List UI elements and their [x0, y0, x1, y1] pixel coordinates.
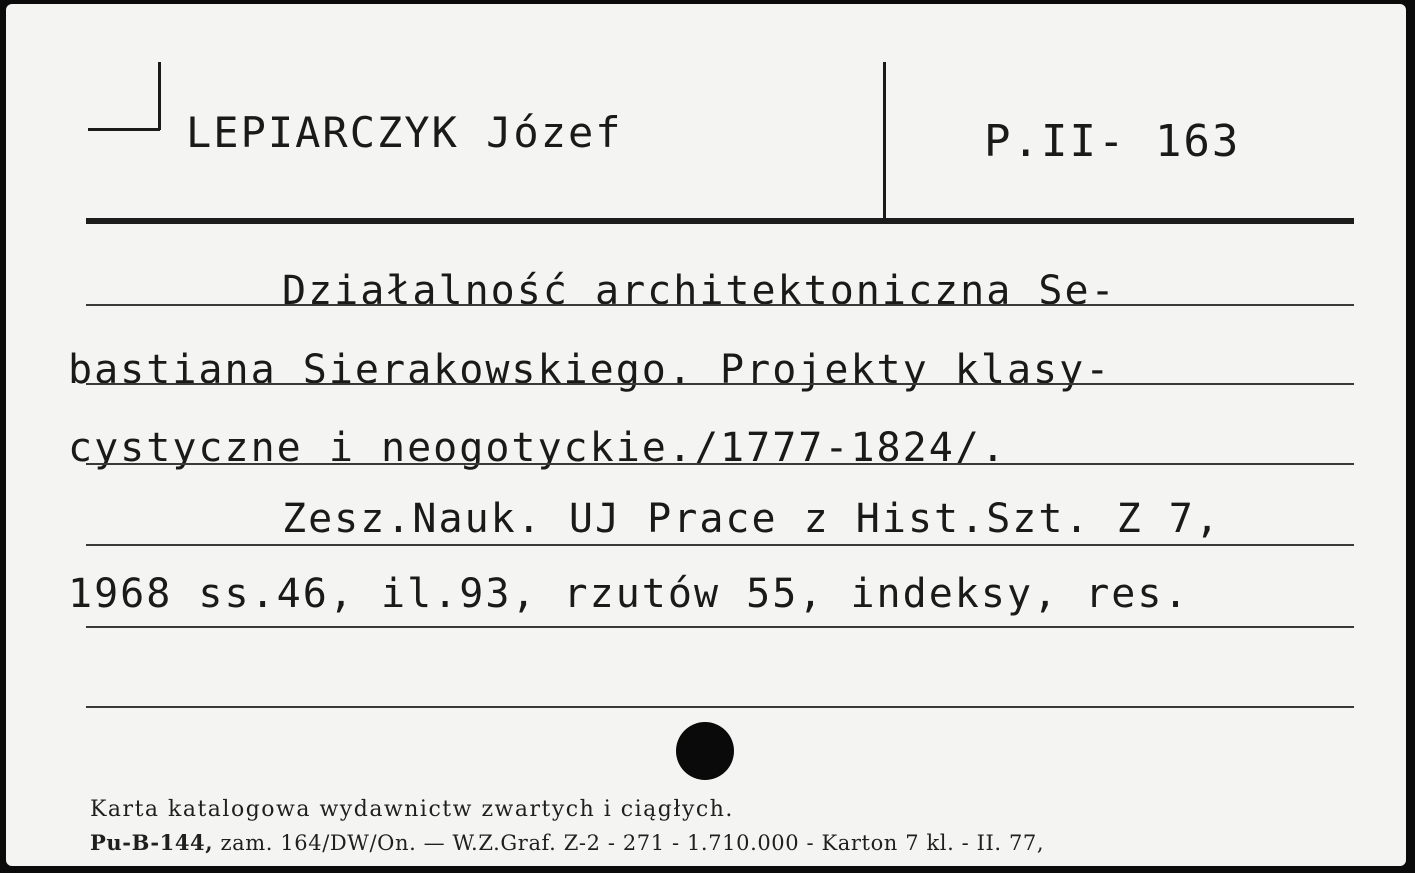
ruled-line-3: [86, 463, 1354, 465]
footer-line-1: Karta katalogowa wydawnictw zwartych i ciągłych.: [90, 797, 734, 822]
title-line-2: bastiana Sierakowskiego. Projekty klasy-: [68, 347, 1112, 393]
footer-line-2: [90, 830, 1044, 855]
header-rule: [86, 218, 1354, 224]
source-line-1: Zesz.Nauk. UJ Prace z Hist.Szt. Z 7,: [282, 496, 1221, 542]
catalog-card: [6, 4, 1406, 866]
footer-form-code: Pu-B-144,: [90, 830, 214, 855]
ruled-line-5: [86, 626, 1354, 628]
header-divider: [883, 62, 886, 218]
shelfmark: P.II- 163: [984, 116, 1241, 167]
corner-mark-vertical: [158, 62, 161, 130]
corner-mark-horizontal: [88, 128, 160, 131]
ruled-line-1: [86, 304, 1354, 306]
title-line-1: Działalność architektoniczna Se-: [282, 268, 1117, 314]
footer-print-info: zam. 164/DW/On. — W.Z.Graf. Z-2 - 271 - 1.710.000 - Karton 7 kl. - II. 77,: [220, 831, 1045, 855]
ruled-line-4: [86, 544, 1354, 546]
punch-hole: [676, 722, 734, 780]
ruled-line-2: [86, 383, 1354, 385]
ruled-line-6: [86, 706, 1354, 708]
source-line-2: 1968 ss.46, il.93, rzutów 55, indeksy, res.: [68, 571, 1190, 617]
author-heading: LEPIARCZYK Józef: [186, 108, 623, 157]
title-line-3: cystyczne i neogotyckie./1777-1824/.: [68, 425, 1007, 471]
